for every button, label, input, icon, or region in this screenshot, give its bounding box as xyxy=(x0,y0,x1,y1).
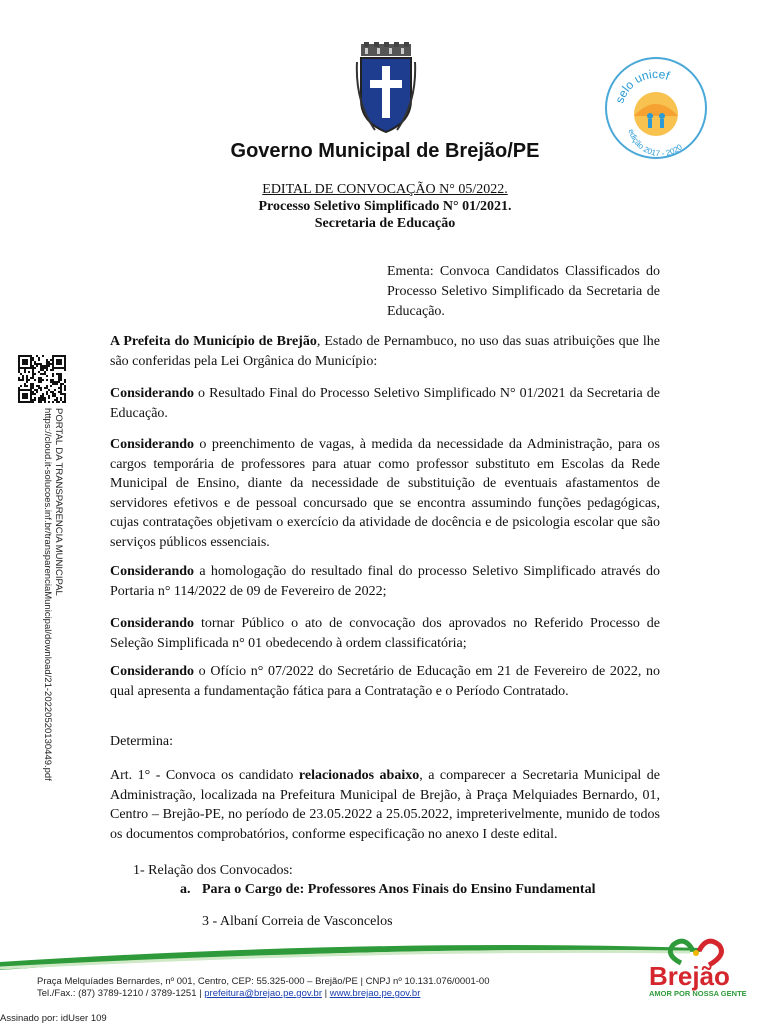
list-subitem-a xyxy=(180,882,595,898)
paragraph-considerando-1 xyxy=(110,384,660,423)
page-title: Governo Municipal de Brejão/PE xyxy=(230,140,540,162)
bold-lead: Considerando xyxy=(110,437,195,452)
secretaria-title: Secretaria de Educação xyxy=(314,216,456,231)
article-text: , a comparecer a Secretaria Municipal de Administração, localizada na Prefeitura Municipal de Brejão, à Praça Melquiades Bernardo, 01, Centro – Brejão-PE, no período de 23.05.2022 a 25.05.2022, impreterivelmente, munido de todos os documentos comprobatórios, conforme especificação no anexo I deste edital. xyxy=(110,768,660,842)
paragraph-text: tornar Público o ato de convocação dos aprovados no Referido Processo de Seleção Simplificada n° 01 obedecendo à ordem classificatória; xyxy=(110,616,660,651)
signature-note: Assinado por: idUser 109 xyxy=(0,1013,107,1024)
selo-text: selo unicef xyxy=(612,66,672,106)
footer-site-link[interactable]: www.brejao.pe.gov.br xyxy=(329,988,421,999)
list-subitem-text: Para o Cargo de: Professores Anos Finais do Ensino Fundamental xyxy=(202,882,596,897)
bold-lead: Considerando xyxy=(110,564,195,579)
footer-contact xyxy=(37,988,420,999)
paragraph-text: o preenchimento de vagas, à medida da necessidade da Administração, para os cargos temporária de professores para atuar como professor substituto em Escolas da Rede Municipal de Ensino, diante da necessidade de substituição de eventuais afastamentos de servidores efetivos e de pessoal concursado que se encontra assumindo funções pedagógicas, cujas contratações objetivam o exercício da atividade de docência e de psicologia escolar que são serviços públicos essenciais. xyxy=(110,437,660,550)
paragraph-text: o Resultado Final do Processo Seletivo Simplificado N° 01/2021 da Secretaria de Educação. xyxy=(110,386,660,421)
paragraph-considerando-2 xyxy=(110,435,660,552)
brejao-logo-icon xyxy=(645,933,757,999)
footer-separator: | xyxy=(321,988,330,999)
transparency-stamp xyxy=(44,408,64,788)
logo-tagline: AMOR POR NOSSA GENTE xyxy=(649,989,747,998)
paragraph-considerando-3 xyxy=(110,562,660,601)
article-bold: relacionados abaixo xyxy=(298,768,420,783)
paragraph-considerando-4 xyxy=(110,614,660,653)
stamp-line-1: PORTAL DA TRANSPARENCIA MUNICIPAL xyxy=(53,408,64,596)
bold-lead: Considerando xyxy=(110,664,195,679)
logo-name: Brejão xyxy=(649,961,730,991)
determina-label: Determina: xyxy=(110,734,173,749)
footer-phone: Tel./Fax.: (87) 3789-1210 / 3789-1251 | xyxy=(37,988,205,999)
footer-address: Praça Melquíades Bernardes, nº 001, Centro, CEP: 55.325-000 – Brejão/PE | CNPJ nº 10.131.076/0001-00 xyxy=(37,976,490,987)
paragraph-considerando-5 xyxy=(110,662,660,701)
edital-number: EDITAL DE CONVOCAÇÃO N° 05/2022. xyxy=(262,182,508,197)
paragraph-intro xyxy=(110,332,660,371)
article-1 xyxy=(110,766,660,844)
selo-edition: edição 2017 - 2020 xyxy=(626,128,684,159)
stamp-line-2[interactable]: https://cloud.it-solucoes.inf.br/transparenciaMunicipal/download/21-20220520130449.pdf xyxy=(42,408,53,781)
article-text: Art. 1° - Convoca os candidato xyxy=(110,768,299,783)
paragraph-text: , Estado de Pernambuco, no uso das suas atribuições que lhe são conferidas pela Lei Orgânica do Município: xyxy=(110,334,660,369)
ementa-text: Ementa: Convoca Candidatos Classificados do Processo Seletivo Simplificado da Secretaria de Educação. xyxy=(387,264,660,319)
list-item-1: 1- Relação dos Convocados: xyxy=(133,863,293,878)
bold-lead: Considerando xyxy=(110,386,195,401)
footer-email-link[interactable]: prefeitura@brejao.pe.gov.br xyxy=(204,988,322,999)
processo-title: Processo Seletivo Simplificado N° 01/2021. xyxy=(258,199,512,214)
paragraph-text: o Ofício n° 07/2022 do Secretário de Educação em 21 de Fevereiro de 2022, no qual apresenta a fundamentação fática para a Contratação e o Período Contratado. xyxy=(110,664,660,699)
paragraph-text: a homologação do resultado final do processo Seletivo Simplificado através do Portaria n° 114/2022 de 09 de Fevereiro de 2022; xyxy=(110,564,660,599)
bold-lead: A Prefeita do Município de Brejão xyxy=(110,334,317,349)
bold-lead: Considerando xyxy=(110,616,195,631)
list-letter: a. xyxy=(180,882,191,897)
candidate-entry: 3 - Albaní Correia de Vasconcelos xyxy=(202,914,393,929)
qr-code-icon[interactable] xyxy=(18,355,66,403)
coat-of-arms-icon xyxy=(355,42,417,138)
